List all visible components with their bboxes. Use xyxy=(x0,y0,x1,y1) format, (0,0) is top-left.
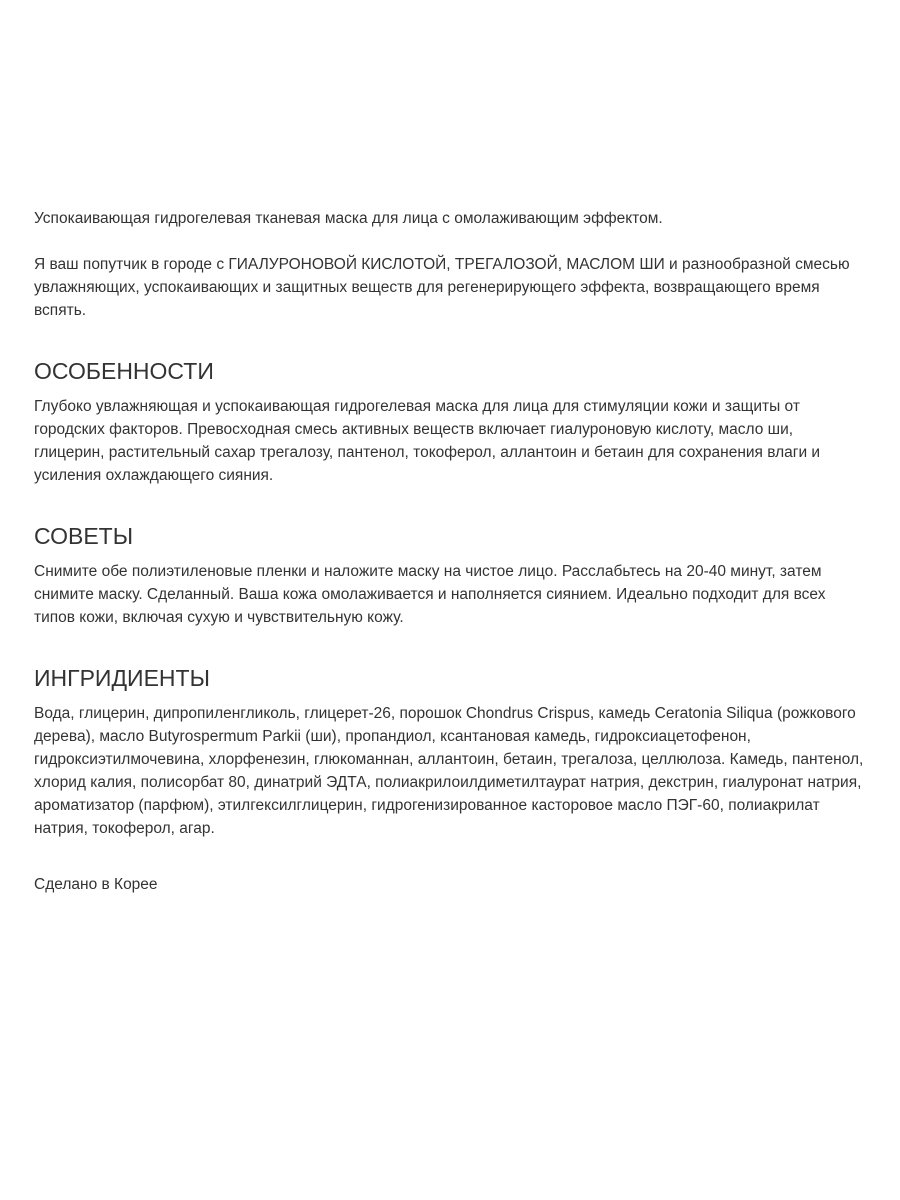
companion-text: Я ваш попутчик в городе с ГИАЛУРОНОВОЙ КИСЛОТОЙ, ТРЕГАЛОЗОЙ, МАСЛОМ ШИ и разнообразной смесью увлажняющих, успокаивающих и защитных веществ для регенерирующего эффекта, возвращающего время вспять. xyxy=(34,256,850,319)
product-description xyxy=(34,207,874,896)
features-heading: ОСОБЕННОСТИ xyxy=(34,358,214,384)
origin-text: Сделано в Корее xyxy=(34,876,158,893)
tips-heading: СОВЕТЫ xyxy=(34,523,134,549)
features-text: Глубоко увлажняющая и успокаивающая гидрогелевая маска для лица для стимуляции кожи и защиты от городских факторов. Превосходная смесь активных веществ включает гиалуроновую кислоту, масло ши, глицерин, растительный сахар трегалозу, пантенол, токоферол, аллантоин и бетаин для сохранения влаги и усиления охлаждающего сияния. xyxy=(34,398,821,484)
intro-text: Успокаивающая гидрогелевая тканевая маска для лица с омолаживающим эффектом. xyxy=(34,210,663,227)
tips-text: Снимите обе полиэтиленовые пленки и наложите маску на чистое лицо. Расслабьтесь на 20-40 минут, затем снимите маску. Сделанный. Ваша кожа омолаживается и наполняется сиянием. Идеально подходит для всех типов кожи, включая сухую и чувствительную кожу. xyxy=(34,563,826,626)
ingredients-heading: ИНГРИДИЕНТЫ xyxy=(34,665,210,691)
ingredients-text: Вода, глицерин, дипропиленгликоль, глицерет-26, порошок Chondrus Crispus, камедь Ceratonia Siliqua (рожкового дерева), масло Butyrospermum Parkii (ши), пропандиол, ксантановая камедь, гидроксиацетофенон, гидроксиэтилмочевина, хлорфенезин, глюкоманнан, аллантоин, бетаин, трегалоза, целлюлоза. Камедь, пантенол, хлорид калия, полисорбат 80, динатрий ЭДТА, полиакрилоилдиметилтаурат натрия, декстрин, гиалуронат натрия, ароматизатор (парфюм), этилгексилглицерин, гидрогенизированное касторовое масло ПЭГ-60, полиакрилат натрия, токоферол, агар. xyxy=(34,705,864,837)
